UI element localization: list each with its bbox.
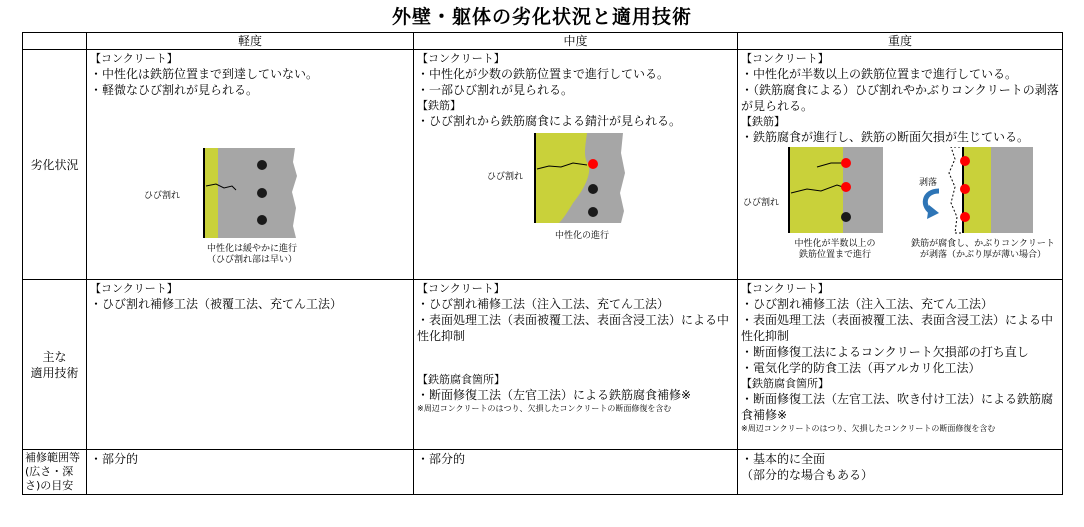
rebar (257, 160, 267, 170)
rebar-corroded (841, 182, 851, 192)
figure-caption: 中性化の進行 (554, 231, 609, 241)
spall-arrow-head (927, 205, 939, 219)
rebar (588, 207, 598, 217)
figure-caption (907, 239, 1059, 261)
caption-line: 鉄筋が腐食し、かぶりコンクリート (911, 239, 1055, 249)
page-title: 外壁・躯体の劣化状況と適用技術 (391, 6, 692, 28)
figure-light (90, 148, 410, 266)
caption-line: 中性化が半数以上の (794, 239, 876, 249)
deterioration-row (23, 50, 1063, 280)
caption-line: が剥落（かぶり厚が薄い場合） (919, 250, 1046, 260)
row-label-line: 主な (42, 349, 67, 364)
crack-label: ひび割れ (743, 198, 780, 208)
text-line: ・断面修復工法によるコンクリート欠損部の打ち直し (741, 345, 1029, 359)
scope-line: （部分的な場合もある） (741, 468, 874, 482)
figure-medium (417, 133, 734, 251)
spall-label: 剥落 (919, 178, 938, 188)
crack-label: ひび割れ (487, 172, 524, 182)
tag-corrosion: 【鉄筋腐食箇所】 (417, 373, 505, 386)
text-line: ・ひび割れから鉄筋腐食による錆汁が見られる。 (417, 114, 682, 128)
footnote: ※周辺コンクリートのはつり、欠損したコンクリートの断面修復を含む (741, 424, 996, 433)
header-heavy: 重度 (738, 33, 1063, 50)
rebar-corroded (588, 159, 598, 169)
carbonated-layer (204, 148, 218, 238)
text-line: ・電気化学的防食工法（再アルカリ化工法） (741, 361, 981, 375)
header-row (23, 33, 1063, 50)
rebar-corroded (960, 212, 970, 222)
techniques-row (23, 280, 1063, 450)
rebar (257, 215, 267, 225)
text-line: ・表面処理工法（表面被覆工法、表面含浸工法）による中性化抑制 (417, 313, 730, 343)
text-line: ・断面修復工法（左官工法、吹き付け工法）による鉄筋腐食補修※ (741, 392, 1054, 422)
text-line: ・中性化が半数以上の鉄筋位置まで進行している。 (741, 67, 1018, 81)
figure-heavy (741, 147, 1059, 265)
tag-rebar: 【鉄筋】 (417, 99, 461, 112)
scope-medium-cell: ・部分的 (414, 450, 738, 495)
tag-concrete: 【コンクリート】 (90, 52, 178, 65)
tag-corrosion: 【鉄筋腐食箇所】 (741, 377, 829, 390)
rebar (257, 188, 267, 198)
header-corner (23, 33, 87, 50)
scope-line: ・基本的に全面 (741, 452, 826, 466)
header-medium: 中度 (414, 33, 738, 50)
scope-light-cell: ・部分的 (87, 450, 414, 495)
techniques-medium-cell (414, 280, 738, 450)
text-line: ・（鉄筋腐食による）ひび割れやかぶりコンクリートの剥落が見られる。 (741, 83, 1059, 113)
row-label-techniques (23, 280, 87, 450)
rebar-corroded (960, 156, 970, 166)
text-line: ・ひび割れ補修工法（注入工法、充てん工法） (741, 297, 994, 311)
deterioration-heavy-cell (738, 50, 1063, 280)
scope-row (23, 450, 1063, 495)
tag-rebar: 【鉄筋】 (741, 115, 785, 128)
text-line: ・断面修復工法（左官工法）による鉄筋腐食補修※ (417, 388, 692, 402)
figure-caption (182, 244, 322, 266)
scope-heavy-cell (738, 450, 1063, 495)
footnote: ※周辺コンクリートのはつり、欠損したコンクリートの断面修復を含む (417, 404, 672, 413)
row-label-scope: 補修範囲等(広さ・深さ)の目安 (23, 450, 87, 495)
text-line: ・ひび割れ補修工法（注入工法、充てん工法） (417, 297, 670, 311)
deterioration-medium-cell (414, 50, 738, 280)
row-label-deterioration: 劣化状況 (23, 50, 87, 280)
rebar-corroded (960, 184, 970, 194)
crack-label: ひび割れ (144, 191, 181, 201)
tag-concrete: 【コンクリート】 (417, 52, 505, 65)
rebar (841, 212, 851, 222)
caption-line: 中性化は緩やかに進行 (206, 244, 297, 254)
header-light: 軽度 (87, 33, 414, 50)
techniques-light-cell (87, 280, 414, 450)
tag-concrete: 【コンクリート】 (741, 52, 829, 65)
text-line: ・一部ひび割れが見られる。 (417, 83, 574, 97)
row-label-line: 適用技術 (30, 365, 79, 380)
text-line: ・中性化は鉄筋位置まで到達していない。 (90, 67, 319, 81)
figure-caption (775, 239, 895, 261)
text-line: ・軽微なひび割れが見られる。 (90, 83, 259, 97)
text-line: ・ひび割れ補修工法（被覆工法、充てん工法） (90, 297, 343, 311)
rebar-corroded (841, 158, 851, 168)
tag-concrete: 【コンクリート】 (741, 282, 829, 295)
rebar (588, 184, 598, 194)
text-line: ・鉄筋腐食が進行し、鉄筋の断面欠損が生じている。 (741, 130, 1030, 144)
deterioration-table (22, 32, 1063, 495)
tag-concrete: 【コンクリート】 (417, 282, 505, 295)
deterioration-light-cell (87, 50, 414, 280)
techniques-heavy-cell (738, 280, 1063, 450)
tag-concrete: 【コンクリート】 (90, 282, 178, 295)
caption-line: （ひび割れ部は早い） (206, 255, 297, 265)
text-line: ・中性化が少数の鉄筋位置まで進行している。 (417, 67, 670, 81)
text-line: ・表面処理工法（表面被覆工法、表面含浸工法）による中性化抑制 (741, 313, 1054, 343)
caption-line: 鉄筋位置まで進行 (798, 250, 871, 260)
